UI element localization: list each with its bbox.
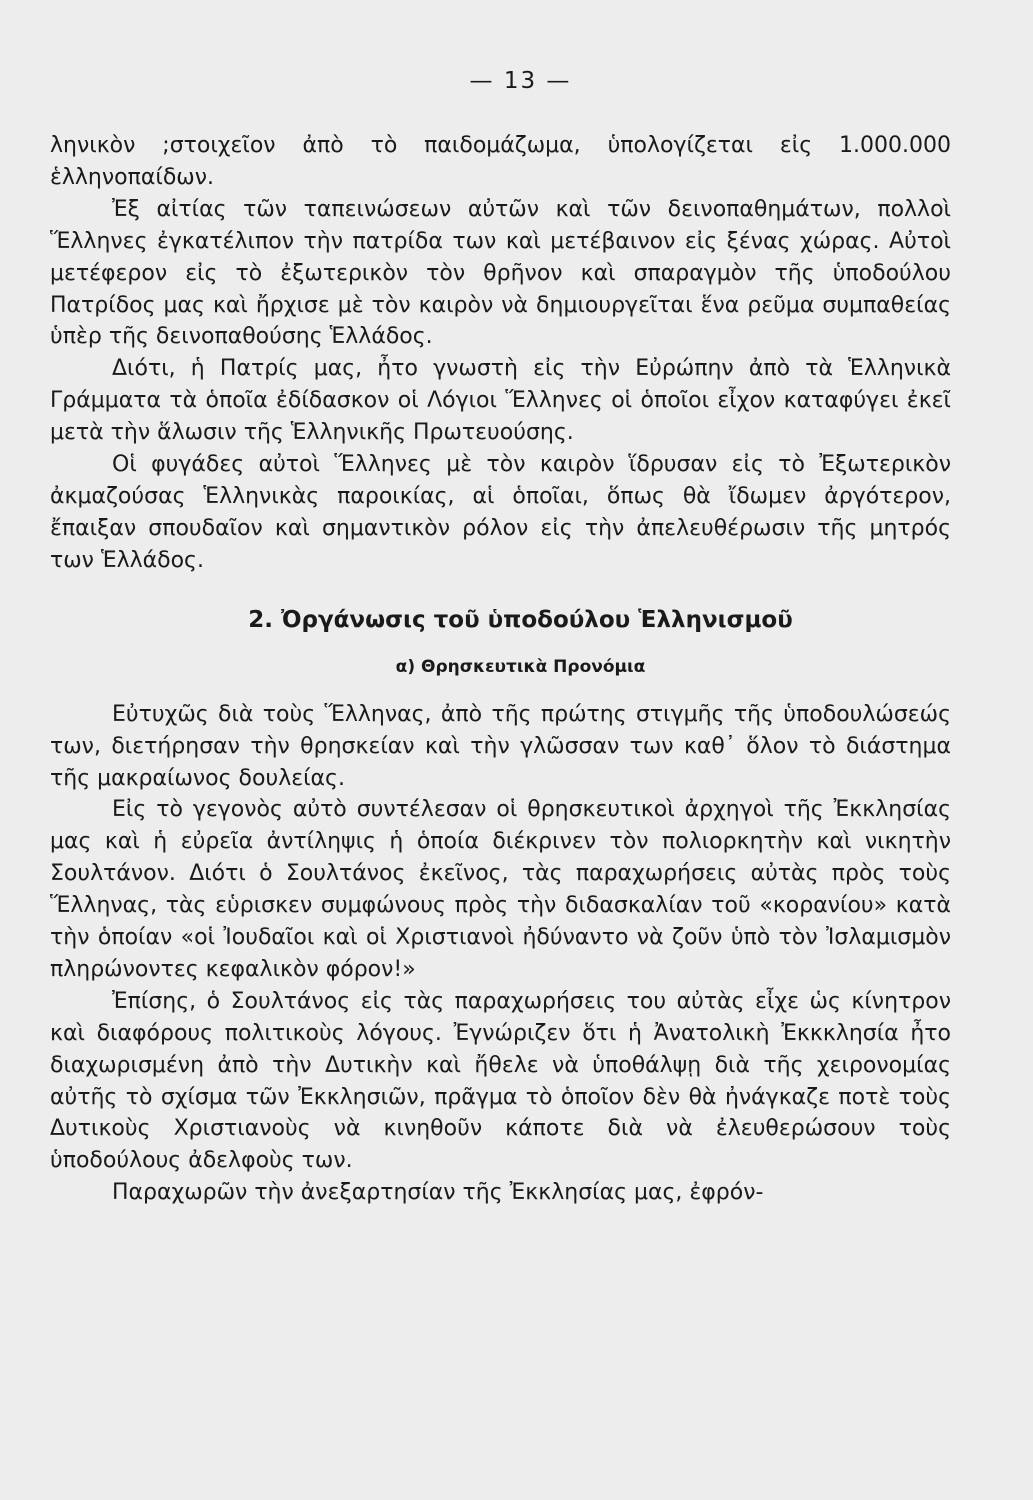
paragraph: Εὐτυχῶς διὰ τοὺς Ἕλληνας, ἀπὸ τῆς πρώτης στιγμῆς τῆς ὑποδουλώσεώς των, διετήρησαν τὴν θρησκείαν καὶ τὴν γλῶσσαν των καθ᾽ ὅλον τὸ διάστημα τῆς μακραίωνος δουλείας. — [50, 701, 951, 791]
text-block-after — [50, 699, 951, 1210]
paragraph: ληνικὸν ;στοιχεῖον ἀπὸ τὸ παιδομάζωμα, ὑπολογίζεται εἰς 1.000.000 ἑλληνοπαίδων. — [50, 133, 951, 190]
paragraph: Ἐπίσης, ὁ Σουλτάνος εἰς τὰς παραχωρήσεις του αὐτὰς εἶχε ὡς κίνητρον καὶ διαφόρους πολιτικοὺς λόγους. Ἐγνώριζεν ὅτι ἡ Ἀνατολικὴ Ἐκκκλησία ἦτο διαχωρισμένη ἀπὸ τὴν Δυτικὴν καὶ ἤθελε νὰ ὑποθάλψῃ διὰ τῆς χειρονομίας αὐτῆς τὸ σχίσμα τῶν Ἐκκλησιῶν, πρᾶγμα τὸ ὁποῖον δὲν θὰ ἠνάγκαζε ποτὲ τοὺς Δυτικοὺς Χριστιανοὺς νὰ κινηθοῦν κάποτε διὰ νὰ ἐλευθερώσουν τοὺς ὑποδούλους ἀδελφοὺς των. — [50, 988, 951, 1174]
subsection-heading: α) Θρησκευτικὰ Προνόμια — [395, 656, 646, 677]
paragraph: Οἱ φυγάδες αὐτοὶ Ἕλληνες μὲ τὸν καιρὸν ἵδρυσαν εἰς τὸ Ἐξωτερικὸν ἀκμαζούσας Ἑλληνικὰς παροικίας, αἱ ὁποῖαι, ὅπως θὰ ἴδωμεν ἀργότερον, ἔπαιξαν σπουδαῖον καὶ σημαντικὸν ρόλον εἰς τὴν ἀπελευθέρωσιν τῆς μητρός των Ἑλλάδος. — [50, 452, 951, 573]
paragraph: Διότι, ἡ Πατρίς μας, ἦτο γνωστὴ εἰς τὴν Εὐρώπην ἀπὸ τὰ Ἑλληνικὰ Γράμματα τὰ ὁποῖα ἐδίδασκον οἱ Λόγιοι Ἕλληνες οἱ ὁποῖοι εἶχον καταφύγει ἐκεῖ μετὰ τὴν ἅλωσιν τῆς Ἑλληνικῆς Πρωτευούσης. — [50, 356, 951, 446]
page-number: — 13 — — [469, 68, 572, 94]
paragraph: Ἐξ αἰτίας τῶν ταπεινώσεων αὐτῶν καὶ τῶν δεινοπαθημάτων, πολλοὶ Ἕλληνες ἐγκατέλιπον τὴν πατρίδα των καὶ μετέβαινον εἰς ξένας χώρας. Αὐτοὶ μετέφερον εἰς τὸ ἐξωτερικὸν τὸν θρῆνον καὶ σπαραγμὸν τῆς ὑποδούλου Πατρίδος μας καὶ ἤρχισε μὲ τὸν καιρὸν νὰ δημιουργεῖται ἕνα ρεῦμα συμπαθείας ὑπὲρ τῆς δεινοπαθούσης Ἑλλάδος. — [50, 196, 951, 350]
section-heading: 2. Ὀργάνωσις τοῦ ὑποδούλου Ἑλληνισμοῦ — [248, 606, 793, 633]
paragraph: Παραχωρῶν τὴν ἀνεξαρτησίαν τῆς Ἐκκλησίας μας, ἐφρόν- — [112, 1180, 764, 1206]
text-block-before — [50, 130, 951, 577]
paragraph: Εἰς τὸ γεγονὸς αὐτὸ συντέλεσαν οἱ θρησκευτικοὶ ἀρχηγοὶ τῆς Ἐκκλησίας μας καὶ ἡ εὐρεῖα ἀντίληψις ἡ ὁποία διέκρινεν τὸν πολιορκητὴν καὶ νικητὴν Σουλτάνον. Διότι ὁ Σουλτάνος ἐκεῖνος, τὰς παραχωρήσεις αὐτὰς πρὸς τοὺς Ἕλληνας, τὰς εὑρισκεν συμφώνους πρὸς τὴν διδασκαλίαν τοῦ «κορανίου» κατὰ τὴν ὁποίαν «οἱ Ἰουδαῖοι καὶ οἱ Χριστιανοὶ ἠδύναντο νὰ ζοῦν ὑπὸ τὸν Ἰσλαμισμὸν πληρώνοντες κεφαλικὸν φόρον!» — [50, 797, 951, 982]
